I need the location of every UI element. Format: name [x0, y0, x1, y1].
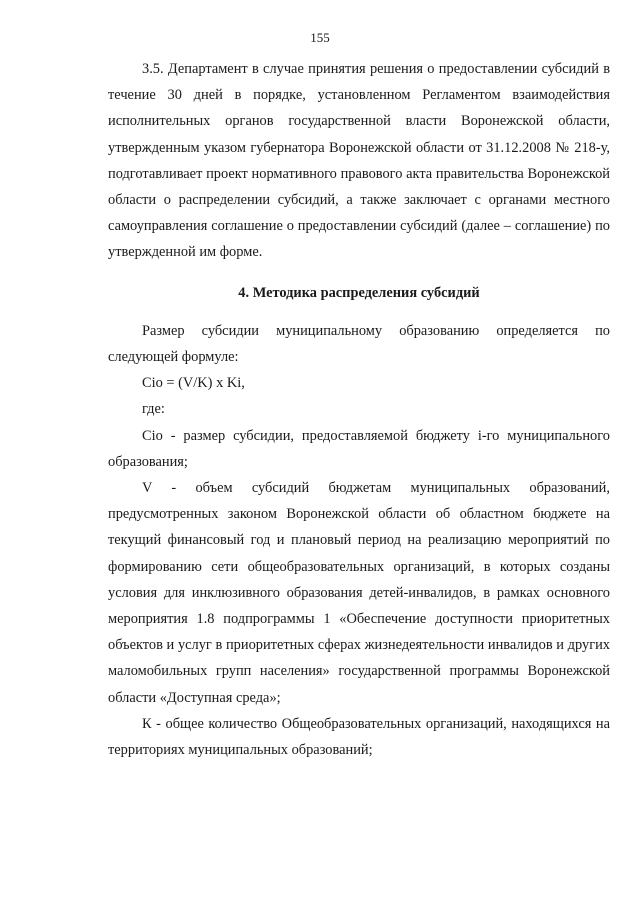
- page-number: 155: [310, 30, 330, 45]
- formula-intro: Размер субсидии муниципальному образованию определяется по следующей формуле:: [108, 322, 610, 366]
- section-heading: 4. Методика распределения субсидий: [238, 284, 480, 301]
- formula: Сiо = (V/K) x Ki,: [142, 375, 245, 392]
- paragraph-3-5: 3.5. Департамент в случае принятия решения о предоставлении субсидий в течение 30 дней в порядке, установленном Регламентом взаимодействия исполнительных органов государственной власти Воронежской области, утвержденным указом губернатора Воронежской области от 31.12.2008 № 218-у, подготавливает проект нормативного правового акта правительства Воронежской области о распределении субсидий, а также заключает с органами местного самоуправления соглашение о предоставлении субсидий (далее – соглашение) по утвержденной им форме.: [108, 61, 610, 261]
- document-body: [108, 56, 610, 763]
- where-label: где:: [142, 401, 165, 418]
- definition-v: V - объем субсидий бюджетам муниципальных образований, предусмотренных законом Воронежской области об областном бюджете на текущий финансовый год и плановый период на реализацию мероприятий по формированию сети общеобразовательных организаций, в которых созданы условия для инклюзивного образования детей-инвалидов, в рамках основного мероприятия 1.8 подпрограммы 1 «Обеспечение доступности приоритетных объектов и услуг в приоритетных сферах жизнедеятельности инвалидов и других маломобильных групп населения» государственной программы Воронежской области «Доступная среда»;: [108, 480, 610, 706]
- definition-cio: Сiо - размер субсидии, предоставляемой бюджету i-го муниципального образования;: [108, 427, 610, 470]
- definition-k: К - общее количество Общеобразовательных организаций, находящихся на территориях муниципальных образований;: [108, 715, 610, 759]
